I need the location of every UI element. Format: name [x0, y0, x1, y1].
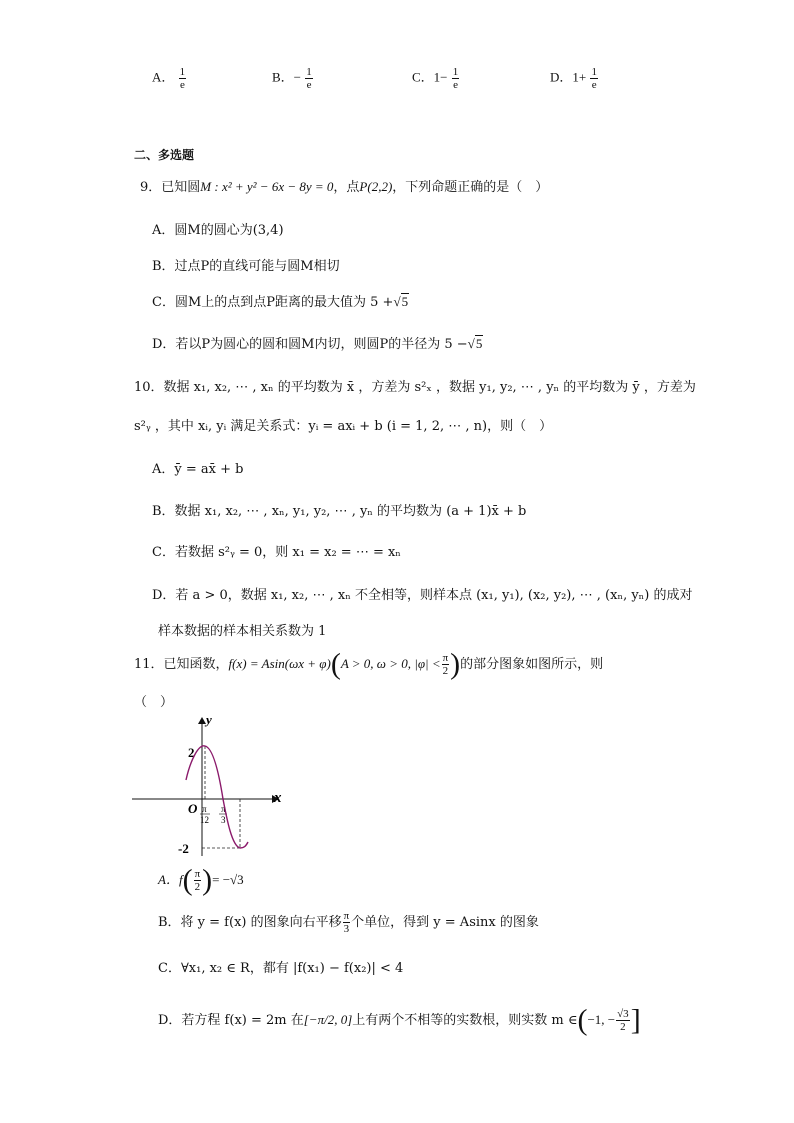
q10-option-c: C．若数据 s²ᵧ = 0，则 x₁ = x₂ = ⋯ = xₙ	[152, 545, 401, 560]
q11-option-c: C．∀x₁, x₂ ∈ R，都有 |f(x₁) − f(x₂)| < 4	[158, 961, 404, 976]
q11-option-d	[158, 1003, 641, 1037]
interval-left: −1, −	[587, 1012, 616, 1027]
stem-text: 11．已知函数，	[134, 657, 229, 672]
option-text: A．f	[158, 872, 183, 887]
denominator: e	[306, 79, 312, 91]
numerator: 1	[179, 66, 186, 78]
radicand: 5	[475, 336, 483, 351]
stem-text: ，下列命题正确的是（ ）	[392, 180, 549, 195]
q10-option-a: A．ȳ = ax̄ + b	[152, 462, 244, 477]
q9-option-c	[152, 291, 409, 310]
q11-answer-paren: （ ）	[134, 695, 174, 710]
q10-option-b: B．数据 x₁, x₂, ⋯ , xₙ, y₁, y₂, ⋯ , yₙ 的平均数为 (a + 1)x̄ + b	[152, 504, 527, 519]
point: P(2,2)	[359, 179, 393, 194]
option-text: B．将 y = f(x) 的图象向右平移	[158, 915, 342, 930]
prefix: 1−	[433, 69, 448, 85]
stem-text: 的部分图象如图所示，则	[460, 657, 604, 672]
paren-close: )	[450, 647, 461, 681]
q9-option-b: B．过点P的直线可能与圆M相切	[152, 259, 340, 274]
paren-open: (	[330, 647, 341, 681]
x-axis-label: x	[274, 790, 282, 806]
option-label: A．	[152, 69, 175, 85]
q11-option-b	[158, 910, 539, 935]
q10-stem-line1: 10．数据 x₁, x₂, ⋯ , xₙ 的平均数为 x̄ ，方差为 s²ₓ ，数据 y₁, y₂, ⋯ , yₙ 的平均数为 ȳ ，方差为	[134, 380, 696, 395]
denominator: 2	[620, 1021, 626, 1033]
fraction	[194, 868, 202, 893]
function-graph	[128, 710, 293, 858]
tick-pi3-num: π	[221, 804, 226, 814]
denominator: e	[179, 79, 185, 91]
q9-option-d	[152, 333, 483, 352]
option-label: C．	[412, 69, 434, 85]
fraction	[452, 66, 460, 91]
denominator: 3	[343, 923, 350, 935]
denominator: 2	[442, 665, 449, 677]
option-text: C．圆M上的点到点P距离的最大值为 5 +	[152, 295, 394, 310]
q9-option-a: A．圆M的圆心为(3,4)	[152, 223, 284, 238]
prefix: 1+	[572, 69, 587, 85]
option-label: B．	[272, 69, 294, 85]
option-text: D．若方程 f(x) = 2m 在	[158, 1013, 304, 1028]
q8-option-c	[412, 66, 460, 91]
paren-open: (	[182, 863, 193, 897]
tick-pi12-num: π	[202, 804, 207, 814]
stem-text: 9．已知圆	[140, 180, 201, 195]
numerator: 1	[591, 66, 597, 78]
condition: A > 0, ω > 0, |φ| <	[340, 656, 441, 671]
section-title: 二、多选题	[134, 148, 195, 162]
q11-option-a	[158, 863, 244, 897]
option-text: D．若以P为圆心的圆和圆M内切，则圆P的半径为 5 −	[152, 337, 468, 352]
fraction	[616, 1008, 630, 1033]
q8-option-b	[272, 66, 314, 91]
option-text: 个单位，得到 y = Asinx 的图象	[351, 915, 539, 930]
q11-stem	[134, 647, 604, 681]
sqrt: √5	[393, 294, 409, 309]
y-min-label: -2	[178, 841, 189, 856]
y-axis-label: y	[206, 712, 212, 727]
function-expression: f(x) = Asin(ωx + φ)	[228, 656, 331, 671]
denominator: e	[453, 79, 458, 91]
q10-stem-line2: s²ᵧ ，其中 xᵢ, yᵢ 满足关系式：yᵢ = axᵢ + b (i = 1, 2, ⋯ , n)，则（ ）	[134, 419, 553, 434]
denominator: 2	[194, 881, 201, 893]
option-label: D．	[550, 69, 573, 85]
q8-option-d	[550, 66, 599, 91]
numerator: 1	[452, 66, 459, 78]
radicand: 5	[401, 294, 409, 309]
q10-option-d-line2: 样本数据的样本相关系数为 1	[158, 624, 327, 639]
denominator: e	[591, 79, 597, 91]
numerator: π	[343, 910, 350, 922]
paren-close: ]	[630, 1003, 641, 1037]
origin-label: O	[188, 801, 198, 816]
q8-option-a	[152, 66, 187, 91]
y-max-label: 2	[188, 745, 195, 760]
tick-pi12-den: 12	[200, 815, 209, 825]
q9-stem	[140, 176, 548, 195]
fraction	[442, 652, 450, 677]
fraction	[590, 66, 598, 91]
numerator: 1	[306, 66, 312, 78]
fraction	[343, 910, 351, 935]
fraction	[305, 66, 313, 91]
fraction	[179, 66, 187, 91]
equation: M : x² + y² − 6x − 8y = 0	[200, 179, 334, 194]
option-text: = −√3	[212, 872, 244, 887]
sine-curve	[186, 746, 248, 848]
prefix: −	[293, 69, 302, 85]
sqrt: √5	[467, 336, 483, 351]
tick-pi3-den: 3	[221, 815, 226, 825]
interval: [−π/2, 0]	[303, 1012, 353, 1027]
numerator: π	[442, 652, 449, 664]
paren-close: )	[202, 863, 213, 897]
paren-open: (	[577, 1003, 588, 1037]
numerator: √3	[617, 1008, 629, 1020]
stem-text: ，点	[333, 180, 360, 195]
q10-option-d-line1: D．若 a > 0，数据 x₁, x₂, ⋯ , xₙ 不全相等，则样本点 (x₁, y₁), (x₂, y₂), ⋯ , (xₙ, yₙ) 的成对	[152, 588, 693, 603]
option-text: 上有两个不相等的实数根，则实数 m ∈	[352, 1013, 578, 1028]
numerator: π	[194, 868, 201, 880]
